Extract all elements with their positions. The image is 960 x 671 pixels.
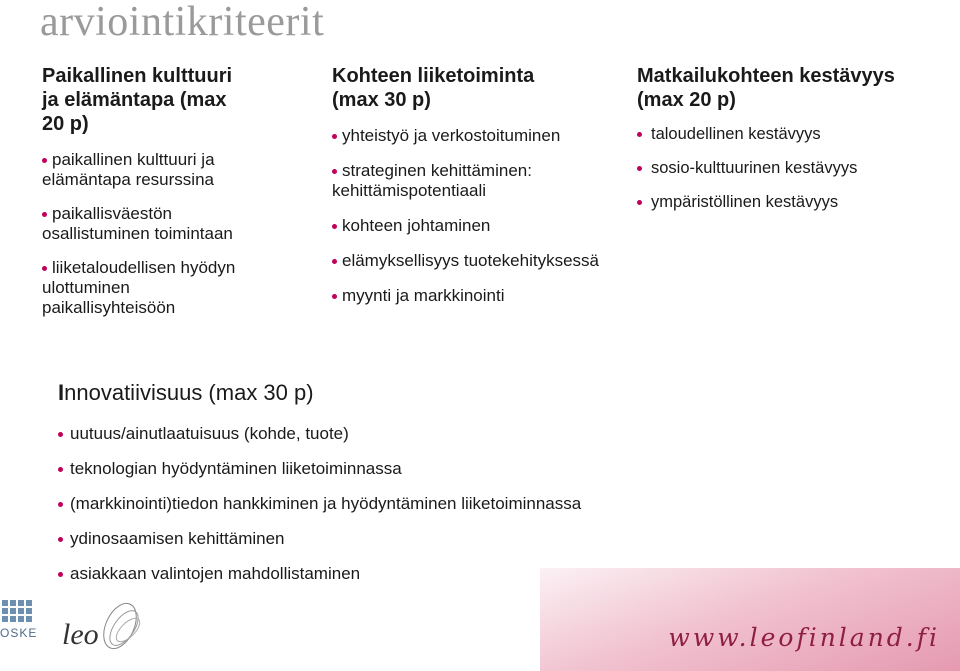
item-line: paikallinen kulttuuri ja (52, 150, 215, 169)
column-heading (42, 64, 292, 136)
website-link[interactable]: www.leofinland.fi (668, 623, 940, 652)
list-item (332, 286, 652, 306)
item-line: elämyksellisyys tuotekehityksessä (342, 251, 599, 270)
leo-logo (62, 598, 152, 666)
item-text: ydinosaamisen kehittäminen (70, 529, 285, 548)
leo-logo-text: leo (62, 618, 99, 651)
criteria-column-business (332, 64, 652, 321)
bullet-icon (58, 537, 63, 542)
criteria-list (637, 124, 957, 212)
bullet-icon (58, 467, 63, 472)
bullet-icon (637, 132, 642, 137)
list-item (58, 424, 758, 444)
list-item (42, 258, 292, 318)
bullet-icon (332, 134, 337, 139)
section-heading (58, 380, 758, 406)
item-line: paikallisväestön (52, 204, 173, 223)
item-line: taloudellinen kestävyys (651, 125, 821, 143)
list-item (332, 216, 652, 236)
criteria-column-local-culture (42, 64, 292, 332)
criteria-list (332, 126, 652, 306)
item-line: sosio-kulttuurinen kestävyys (651, 159, 858, 177)
bullet-icon (42, 266, 47, 271)
item-text: uutuus/ainutlaatuisuus (kohde, tuote) (70, 424, 349, 443)
item-line: ympäristöllinen kestävyys (651, 193, 839, 211)
list-item (42, 150, 292, 190)
heading-line: (max 30 p) (332, 89, 431, 111)
page-title: arviointikriteerit (40, 0, 325, 45)
item-line: ulottuminen (42, 278, 130, 297)
list-item (332, 126, 652, 146)
heading-line: Kohteen liiketoiminta (332, 65, 535, 87)
criteria-list (42, 150, 292, 318)
item-line: elämäntapa resurssina (42, 170, 214, 189)
item-text: (markkinointi)tiedon hankkiminen ja hyödyntäminen liiketoiminnassa (70, 494, 582, 513)
list-item (58, 459, 758, 479)
bullet-icon (42, 212, 47, 217)
list-item (332, 161, 652, 201)
heading-line: ja elämäntapa (max (42, 89, 227, 111)
heading-line: Matkailukohteen kestävyys (637, 65, 895, 87)
list-item (58, 494, 758, 514)
item-text: asiakkaan valintojen mahdollistaminen (70, 564, 361, 583)
bullet-icon (58, 432, 63, 437)
list-item (332, 251, 652, 271)
heading-rest: nnovatiivisuus (max 30 p) (64, 380, 314, 405)
innovation-list (58, 424, 758, 584)
item-line: paikallisyhteisöön (42, 298, 176, 317)
bullet-icon (42, 158, 47, 163)
criteria-column-sustainability (637, 64, 957, 226)
oske-logo (0, 600, 40, 666)
item-line: liiketaloudellisen hyödyn (52, 258, 236, 277)
bullet-icon (332, 294, 337, 299)
oske-grid-icon (2, 600, 40, 622)
innovation-section (58, 380, 758, 599)
list-item (58, 529, 758, 549)
item-line: kehittämispotentiaali (332, 181, 487, 200)
heading-initial: I (58, 380, 65, 405)
heading-line: 20 p) (42, 113, 89, 135)
bullet-icon (637, 200, 642, 205)
column-heading (332, 64, 652, 112)
heading-line: Paikallinen kulttuuri (42, 65, 233, 87)
bullet-icon (332, 224, 337, 229)
item-line: myynti ja markkinointi (342, 286, 505, 305)
list-item (42, 204, 292, 244)
heading-line: (max 20 p) (637, 89, 736, 111)
item-line: strateginen kehittäminen: (342, 161, 532, 180)
list-item (637, 192, 957, 212)
bullet-icon (332, 259, 337, 264)
bullet-icon (637, 166, 642, 171)
footer-banner (540, 568, 960, 671)
list-item (637, 158, 957, 178)
list-item (637, 124, 957, 144)
bullet-icon (332, 169, 337, 174)
column-heading (637, 64, 957, 112)
bullet-icon (58, 502, 63, 507)
oske-logo-text: OSKE (0, 626, 38, 640)
bullet-icon (58, 572, 63, 577)
item-line: osallistuminen toimintaan (42, 224, 233, 243)
item-line: yhteistyö ja verkostoituminen (342, 126, 561, 145)
item-line: kohteen johtaminen (342, 216, 491, 235)
item-text: teknologian hyödyntäminen liiketoiminnassa (70, 459, 402, 478)
